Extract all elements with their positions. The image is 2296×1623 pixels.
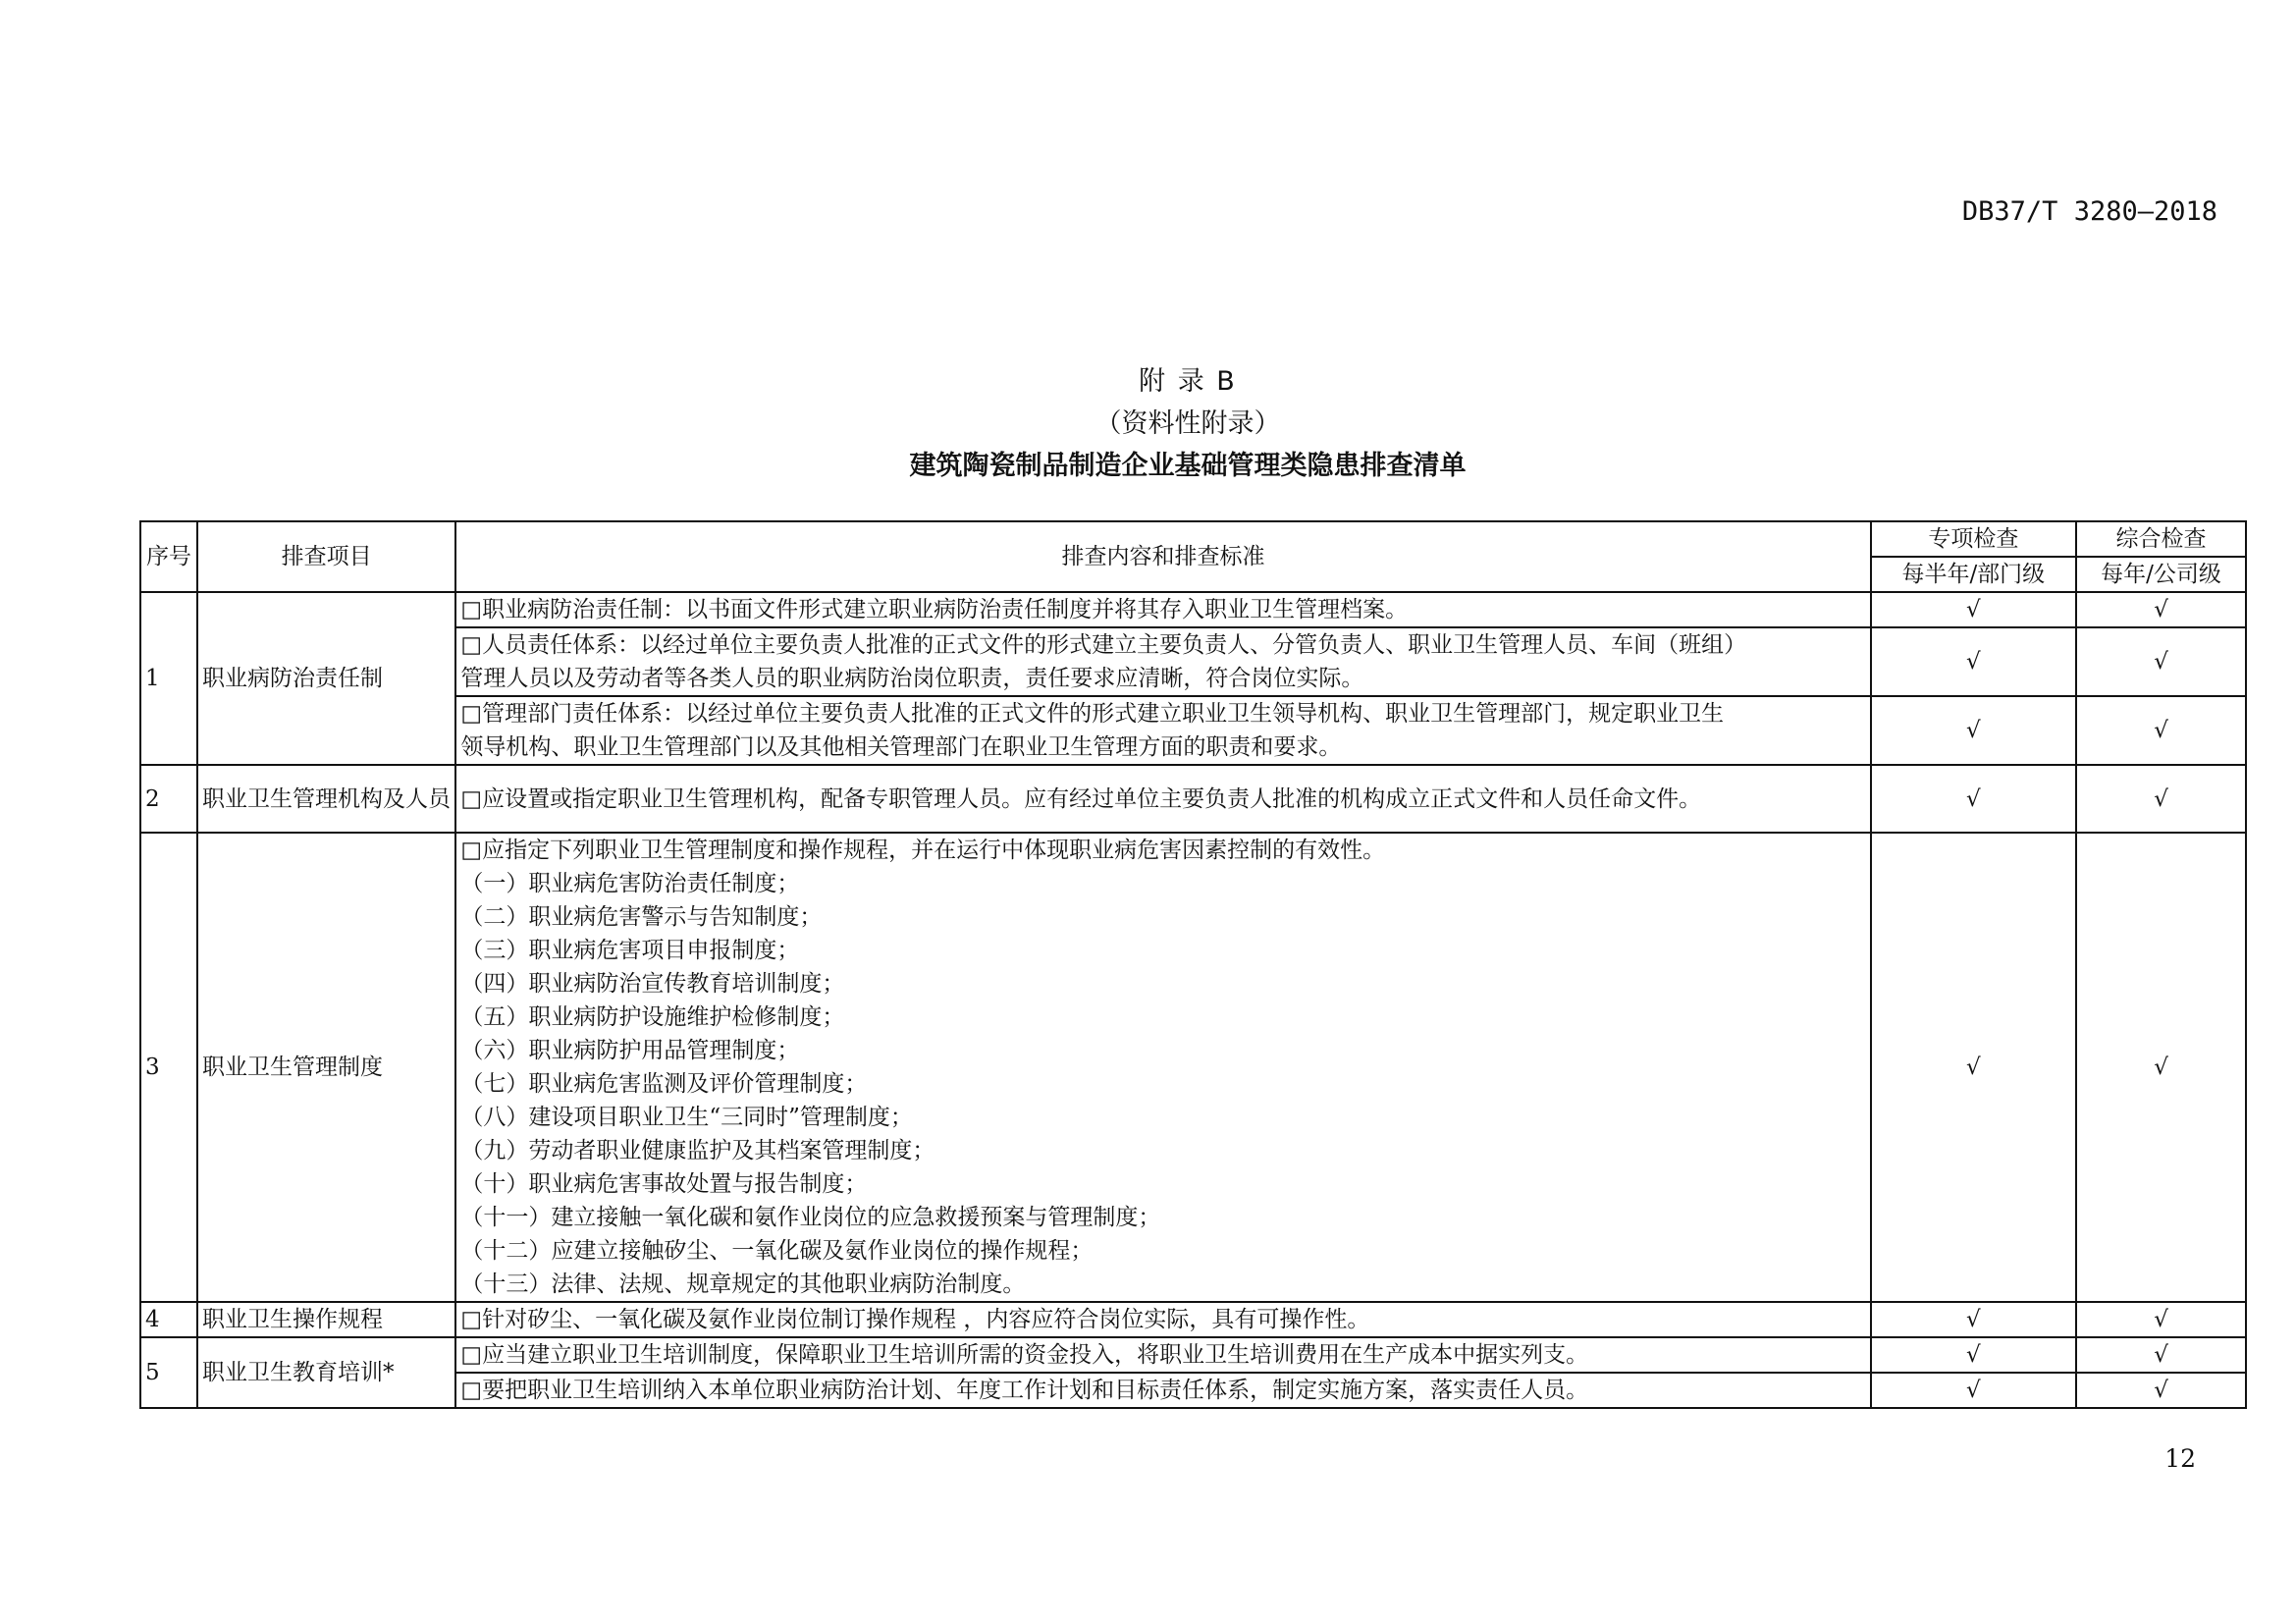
content-line: □管理部门责任体系：以经过单位主要负责人批准的正式文件的形式建立职业卫生领导机构、职业卫生管理部门，规定职业卫生 bbox=[460, 701, 1725, 727]
row-content: □针对矽尘、一氧化碳及氨作业岗位制订操作规程 ，内容应符合岗位实际，具有可操作性。 bbox=[455, 1302, 1870, 1337]
table-row bbox=[140, 696, 2246, 765]
content-line: （八）建设项目职业卫生“三同时”管理制度； bbox=[460, 1105, 913, 1130]
standard-code: DB37/T 3280—2018 bbox=[1961, 196, 2217, 227]
table-row bbox=[140, 1373, 2246, 1408]
content-line: （五）职业病防护设施维护检修制度； bbox=[460, 1004, 845, 1030]
row-item: 职业卫生教育培训* bbox=[197, 1337, 455, 1408]
special-check-mark: √ bbox=[1871, 696, 2077, 765]
content-line: （十二）应建立接触矽尘、一氧化碳及氨作业岗位的操作规程； bbox=[460, 1238, 1094, 1264]
row-item: 职业卫生管理机构及人员 bbox=[197, 765, 455, 833]
content-line: （三）职业病危害项目申报制度； bbox=[460, 938, 800, 963]
header-special-check: 专项检查 bbox=[1871, 521, 2077, 557]
row-item: 职业病防治责任制 bbox=[197, 592, 455, 765]
row-content: □应设置或指定职业卫生管理机构，配备专职管理人员。应有经过单位主要负责人批准的机构成立正式文件和人员任命文件。 bbox=[455, 765, 1870, 833]
content-line: （十）职业病危害事故处置与报告制度； bbox=[460, 1171, 868, 1197]
row-number: 3 bbox=[140, 833, 197, 1302]
table-row bbox=[140, 592, 2246, 627]
table-row bbox=[140, 833, 2246, 1302]
special-check-mark: √ bbox=[1871, 1337, 2077, 1373]
header-content: 排查内容和排查标准 bbox=[455, 521, 1870, 592]
row-number: 2 bbox=[140, 765, 197, 833]
header-special-frequency: 每半年/部门级 bbox=[1871, 557, 2077, 592]
content-line: （二）职业病危害警示与告知制度； bbox=[460, 904, 823, 930]
comprehensive-check-mark: √ bbox=[2076, 627, 2246, 696]
annex-type: （资料性附录） bbox=[1095, 408, 1281, 439]
row-content: □职业病防治责任制：以书面文件形式建立职业病防治责任制度并将其存入职业卫生管理档案。 bbox=[455, 592, 1870, 627]
header-comprehensive-frequency: 每年/公司级 bbox=[2076, 557, 2246, 592]
header-no: 序号 bbox=[140, 521, 197, 592]
special-check-mark: √ bbox=[1871, 765, 2077, 833]
row-content: □应当建立职业卫生培训制度，保障职业卫生培训所需的资金投入，将职业卫生培训费用在生产成本中据实列支。 bbox=[455, 1337, 1870, 1373]
comprehensive-check-mark: √ bbox=[2076, 1302, 2246, 1337]
header-item: 排查项目 bbox=[197, 521, 455, 592]
checklist-table bbox=[139, 520, 2247, 1409]
content-line: （九）劳动者职业健康监护及其档案管理制度； bbox=[460, 1138, 935, 1163]
row-content bbox=[455, 627, 1870, 696]
content-line: （六）职业病防护用品管理制度； bbox=[460, 1038, 800, 1063]
special-check-mark: √ bbox=[1871, 833, 2077, 1302]
table-row bbox=[140, 765, 2246, 833]
row-number: 5 bbox=[140, 1337, 197, 1408]
comprehensive-check-mark: √ bbox=[2076, 765, 2246, 833]
comprehensive-check-mark: √ bbox=[2076, 696, 2246, 765]
annex-title: 附 录 B bbox=[1139, 366, 1237, 397]
content-line: □人员责任体系：以经过单位主要负责人批准的正式文件的形式建立主要负责人、分管负责人、职业卫生管理人员、车间（班组） bbox=[460, 632, 1747, 658]
content-line: （一）职业病危害防治责任制度； bbox=[460, 871, 800, 896]
table-row bbox=[140, 627, 2246, 696]
comprehensive-check-mark: √ bbox=[2076, 592, 2246, 627]
content-line: （四）职业病防治宣传教育培训制度； bbox=[460, 971, 845, 997]
row-content bbox=[455, 696, 1870, 765]
comprehensive-check-mark: √ bbox=[2076, 833, 2246, 1302]
row-item: 职业卫生管理制度 bbox=[197, 833, 455, 1302]
content-line: （十三）法律、法规、规章规定的其他职业病防治制度。 bbox=[460, 1271, 1026, 1297]
page-number: 12 bbox=[2164, 1444, 2196, 1473]
header-comprehensive-check: 综合检查 bbox=[2076, 521, 2246, 557]
content-line: （七）职业病危害监测及评价管理制度； bbox=[460, 1071, 868, 1097]
special-check-mark: √ bbox=[1871, 627, 2077, 696]
special-check-mark: √ bbox=[1871, 1302, 2077, 1337]
content-line: 领导机构、职业卫生管理部门以及其他相关管理部门在职业卫生管理方面的职责和要求。 bbox=[460, 734, 1342, 760]
comprehensive-check-mark: √ bbox=[2076, 1373, 2246, 1408]
special-check-mark: √ bbox=[1871, 592, 2077, 627]
row-content: □要把职业卫生培训纳入本单位职业病防治计划、年度工作计划和目标责任体系，制定实施方案，落实责任人员。 bbox=[455, 1373, 1870, 1408]
content-line: □应指定下列职业卫生管理制度和操作规程，并在运行中体现职业病危害因素控制的有效性。 bbox=[460, 838, 1386, 863]
row-item: 职业卫生操作规程 bbox=[197, 1302, 455, 1337]
document-title: 建筑陶瓷制品制造企业基础管理类隐患排查清单 bbox=[909, 451, 1467, 481]
row-number: 1 bbox=[140, 592, 197, 765]
table-row bbox=[140, 1302, 2246, 1337]
header-row bbox=[140, 521, 2246, 557]
content-line: （十一）建立接触一氧化碳和氨作业岗位的应急救援预案与管理制度； bbox=[460, 1205, 1161, 1230]
table-row bbox=[140, 1337, 2246, 1373]
row-content bbox=[455, 833, 1870, 1302]
special-check-mark: √ bbox=[1871, 1373, 2077, 1408]
row-number: 4 bbox=[140, 1302, 197, 1337]
comprehensive-check-mark: √ bbox=[2076, 1337, 2246, 1373]
content-line: 管理人员以及劳动者等各类人员的职业病防治岗位职责，责任要求应清晰，符合岗位实际。 bbox=[460, 666, 1364, 691]
